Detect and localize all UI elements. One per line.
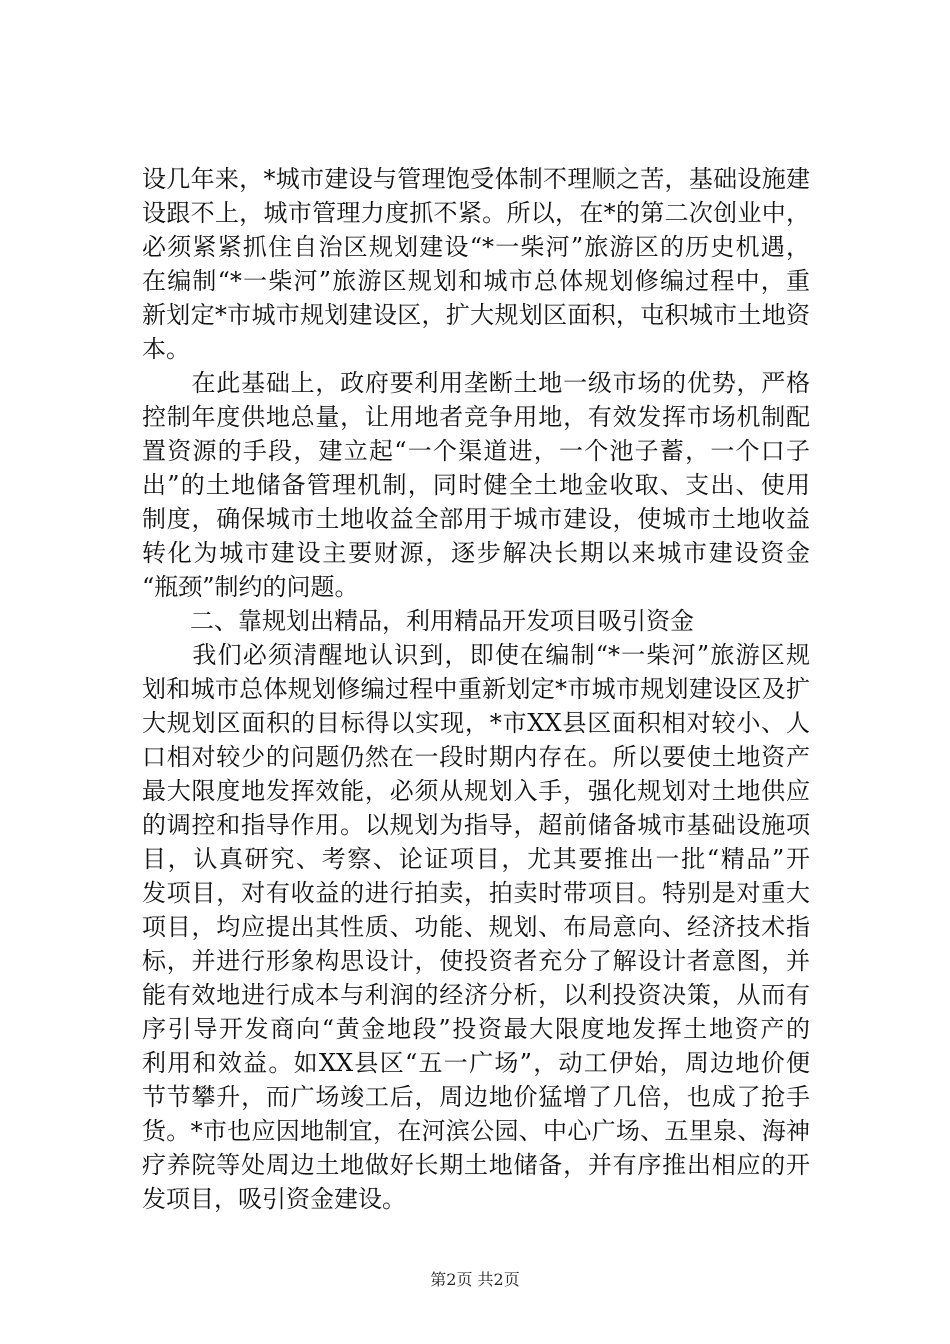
section-heading: 二、靠规划出精品，利用精品开发项目吸引资金 [142, 607, 694, 635]
text-line: 本。 [142, 335, 190, 363]
text-line: 标，并进行形象构思设计，使投资者充分了解设计者意图，并 [142, 947, 810, 975]
text-line: 项目，均应提出其性质、功能、规划、布局意向、经济技术指 [142, 913, 810, 941]
text-line: 设跟不上，城市管理力度抓不紧。所以，在*的第二次创业中， [142, 199, 810, 227]
text-line: 必须紧紧抓住自治区规划建设“*一柴河”旅游区的历史机遇， [142, 233, 810, 261]
document-body [142, 162, 810, 1216]
text-line: 转化为城市建设主要财源，逐步解决长期以来城市建设资金 [142, 539, 810, 567]
text-line: 在此基础上，政府要利用垄断土地一级市场的优势，严格 [142, 369, 810, 397]
text-line: 货。*市也应因地制宜，在河滨公园、中心广场、五里泉、海神 [142, 1117, 810, 1145]
text-line: “瓶颈”制约的问题。 [142, 573, 359, 601]
text-line: 发项目，对有收益的进行拍卖，拍卖时带项目。特别是对重大 [142, 879, 810, 907]
text-line: 出”的土地储备管理机制，同时健全土地金收取、支出、使用 [142, 471, 810, 499]
text-line: 新划定*市城市规划建设区，扩大规划区面积，屯积城市土地资 [142, 301, 810, 329]
text-line: 序引导开发商向“黄金地段”投资最大限度地发挥土地资产的 [142, 1015, 810, 1043]
text-line: 发项目，吸引资金建设。 [142, 1185, 406, 1213]
text-line: 置资源的手段，建立起“一个渠道进，一个池子蓄，一个口子 [142, 437, 810, 465]
text-line: 的调控和指导作用。以规划为指导，超前储备城市基础设施项 [142, 811, 810, 839]
text-line: 我们必须清醒地认识到，即使在编制“*一柴河”旅游区规 [142, 641, 810, 669]
text-line: 利用和效益。如XX县区“五一广场”，动工伊始，周边地价便 [142, 1049, 810, 1077]
text-line: 能有效地进行成本与利润的经济分析，以利投资决策，从而有 [142, 981, 810, 1009]
text-line: 制度，确保城市土地收益全部用于城市建设，使城市土地收益 [142, 505, 810, 533]
text-line: 大规划区面积的目标得以实现，*市XX县区面积相对较小、人 [142, 709, 810, 737]
text-line: 口相对较少的问题仍然在一段时期内存在。所以要使土地资产 [142, 743, 810, 771]
page-footer [0, 1270, 950, 1290]
text-line: 最大限度地发挥效能，必须从规划入手，强化规划对土地供应 [142, 777, 810, 805]
text-line: 划和城市总体规划修编过程中重新划定*市城市规划建设区及扩 [142, 675, 810, 703]
text-line: 目，认真研究、考察、论证项目，尤其要推出一批“精品”开 [142, 845, 810, 873]
text-line: 控制年度供地总量，让用地者竞争用地，有效发挥市场机制配 [142, 403, 810, 431]
text-line: 节节攀升，而广场竣工后，周边地价猛增了几倍，也成了抢手 [142, 1083, 810, 1111]
text-line: 疗养院等处周边土地做好长期土地储备，并有序推出相应的开 [142, 1151, 810, 1179]
text-line: 设几年来，*城市建设与管理饱受体制不理顺之苦，基础设施建 [142, 165, 810, 193]
page-number: 第2页 共2页 [430, 1270, 520, 1289]
text-line: 在编制“*一柴河”旅游区规划和城市总体规划修编过程中，重 [142, 267, 810, 295]
